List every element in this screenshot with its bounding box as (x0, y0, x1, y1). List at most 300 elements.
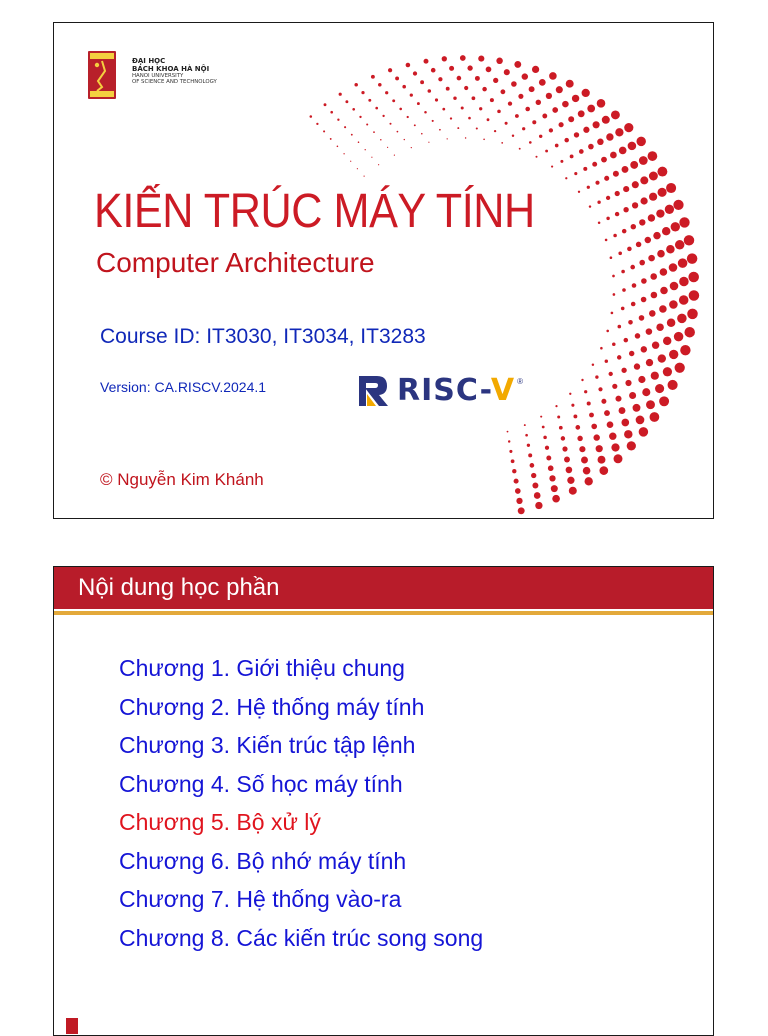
decorative-dot (536, 100, 541, 105)
decorative-dot (428, 142, 429, 143)
decorative-dot (666, 183, 676, 193)
chapter-item: Chương 4. Số học máy tính (119, 770, 403, 797)
decorative-dot (442, 56, 447, 61)
decorative-dot (364, 176, 365, 177)
decorative-dot (442, 108, 445, 111)
decorative-dot (475, 76, 480, 81)
decorative-dot (630, 161, 638, 169)
decorative-dot (508, 101, 512, 105)
decorative-dot (614, 454, 623, 463)
decorative-dot (639, 315, 645, 321)
decorative-dot (578, 110, 585, 117)
decorative-dot (579, 446, 585, 452)
decorative-dot (684, 235, 694, 245)
decorative-dot (493, 78, 498, 83)
decorative-dot (518, 507, 525, 514)
decorative-dot (600, 347, 603, 350)
decorative-dot (365, 149, 366, 150)
decorative-dot (679, 217, 689, 227)
decorative-dot (482, 87, 487, 92)
decorative-dot (591, 424, 597, 430)
decorative-dot (539, 135, 542, 138)
decorative-dot (530, 463, 535, 468)
decorative-dot (575, 425, 580, 430)
decorative-dot (656, 323, 664, 331)
decorative-dot (605, 359, 608, 362)
decorative-dot (583, 167, 587, 171)
decorative-dot (630, 265, 635, 270)
decorative-dot (652, 341, 659, 348)
decorative-dot (527, 444, 530, 447)
decorative-dot (618, 325, 622, 329)
decorative-dot (660, 287, 668, 295)
decorative-dot (450, 117, 452, 119)
decorative-dot (598, 456, 606, 464)
decorative-dot (629, 392, 636, 399)
decorative-dot (345, 100, 348, 103)
decorative-dot (323, 130, 325, 132)
decorative-dot (581, 379, 583, 381)
riscv-logo (357, 371, 523, 411)
decorative-dot (622, 288, 626, 292)
decorative-dot (581, 457, 588, 464)
decorative-dot (646, 328, 653, 335)
decorative-dot (631, 224, 636, 229)
decorative-dot (645, 237, 652, 244)
decorative-dot (557, 416, 560, 419)
decorative-dot (542, 426, 545, 429)
decorative-dot (579, 149, 584, 154)
decorative-dot (512, 134, 514, 136)
decorative-dot (635, 333, 641, 339)
contents-slide (53, 566, 714, 1036)
decorative-dot (461, 106, 464, 109)
decorative-dot (574, 172, 577, 175)
decorative-dot (619, 147, 627, 155)
decorative-dot (668, 380, 678, 390)
decorative-dot (617, 355, 621, 359)
decorative-dot (549, 475, 555, 481)
university-line-4: OF SCIENCE AND TECHNOLOGY (132, 79, 217, 86)
decorative-dot (487, 118, 490, 121)
decorative-dot (609, 372, 613, 376)
decorative-dot (634, 363, 640, 369)
course-title-english: Computer Architecture (96, 247, 375, 278)
decorative-dot (324, 103, 327, 106)
decorative-dot (567, 477, 574, 484)
riscv-wordmark (397, 373, 516, 408)
decorative-dot (549, 128, 553, 132)
decorative-dot (589, 205, 591, 207)
decorative-dot (316, 123, 318, 125)
decorative-dot (627, 247, 632, 252)
decorative-dot (669, 300, 678, 309)
decorative-dot (464, 86, 468, 90)
decorative-dot (585, 477, 593, 485)
decorative-dot (622, 229, 627, 234)
decorative-dot (532, 120, 536, 124)
decorative-dot (562, 101, 569, 108)
version-label: Version: CA.RISCV.2024.1 (100, 379, 267, 395)
decorative-dot (406, 63, 411, 68)
decorative-dot (565, 177, 567, 179)
decorative-dot (595, 181, 599, 185)
chapter-item: Chương 2. Hệ thống máy tính (119, 693, 425, 720)
decorative-dot (343, 153, 344, 154)
decorative-dot (624, 338, 629, 343)
decorative-dot (569, 487, 577, 495)
decorative-dot (597, 99, 606, 108)
decorative-dot (548, 465, 554, 471)
chapter-item: Chương 8. Các kiến trúc song song (119, 924, 484, 951)
decorative-dot (519, 148, 521, 150)
decorative-dot (632, 283, 637, 288)
decorative-dot (532, 66, 539, 73)
decorative-dot (472, 96, 476, 100)
decorative-dot (561, 436, 565, 440)
decorative-dot (578, 191, 580, 193)
decorative-dot (649, 310, 656, 317)
decorative-dot (397, 131, 399, 133)
decorative-dot (679, 295, 689, 305)
decorative-dot (572, 95, 579, 102)
university-line-1: ĐẠI HỌC (132, 57, 166, 65)
decorative-dot (438, 77, 442, 81)
decorative-dot (512, 469, 516, 473)
decorative-dot (411, 147, 412, 148)
decorative-dot (604, 410, 610, 416)
decorative-dot (640, 197, 647, 204)
decorative-dot (551, 485, 558, 492)
decorative-dot (545, 150, 548, 153)
decorative-dot (621, 307, 625, 311)
decorative-dot (529, 141, 532, 144)
decorative-dot (687, 253, 698, 264)
decorative-dot (389, 123, 391, 125)
decorative-dot (639, 427, 649, 437)
decorative-dot (404, 139, 405, 140)
chapter-item: Chương 5. Bộ xử lý (119, 809, 321, 835)
decorative-dot (623, 207, 628, 212)
decorative-dot (628, 142, 637, 151)
decorative-dot (631, 302, 636, 307)
decorative-dot (613, 234, 617, 238)
decorative-dot (629, 351, 634, 356)
decorative-dot (593, 121, 600, 128)
decorative-dot (511, 81, 517, 87)
decorative-dot (504, 69, 510, 75)
decorative-dot (417, 102, 420, 105)
decorative-dot (658, 354, 666, 362)
slide-title: Nội dung học phần (78, 574, 280, 601)
decorative-dot (375, 107, 378, 110)
decorative-dot (528, 453, 532, 457)
decorative-dot (663, 367, 672, 376)
decorative-dot (542, 114, 547, 119)
decorative-dot (613, 293, 616, 296)
decorative-dot (601, 157, 607, 163)
decorative-dot (628, 320, 633, 325)
decorative-dot (615, 128, 623, 136)
decorative-dot (435, 98, 438, 101)
decorative-dot (639, 219, 645, 225)
decorative-dot (457, 127, 459, 129)
decorative-dot (641, 278, 647, 284)
decorative-dot (531, 473, 536, 478)
chapter-item: Chương 6. Bộ nhớ máy tính (119, 847, 407, 874)
riscv-mark-icon (357, 374, 391, 408)
decorative-dot (642, 388, 650, 396)
decorative-dot (387, 147, 388, 148)
decorative-dot (522, 127, 525, 130)
decorative-dot (592, 363, 594, 365)
decorative-dot (413, 71, 417, 75)
decorative-dot (560, 160, 563, 163)
decorative-dot (589, 413, 594, 418)
decorative-dot (604, 176, 609, 181)
decorative-dot (439, 129, 441, 131)
decorative-dot (402, 85, 406, 89)
decorative-dot (662, 227, 670, 235)
decorative-dot (648, 214, 655, 221)
decorative-dot (545, 446, 549, 450)
decorative-dot (564, 138, 569, 143)
decorative-dot (505, 122, 508, 125)
decorative-dot (653, 232, 660, 239)
decorative-dot (605, 239, 608, 242)
decorative-dot (410, 93, 413, 96)
decorative-dot (514, 61, 521, 68)
chapter-list (119, 649, 483, 957)
decorative-dot (677, 314, 687, 324)
decorative-dot (424, 59, 429, 64)
author-credit: © Nguyễn Kim Khánh (100, 470, 264, 489)
decorative-dot (665, 205, 674, 214)
decorative-dot (657, 167, 667, 177)
decorative-dot (507, 431, 509, 433)
decorative-dot (689, 290, 700, 301)
decorative-dot (486, 67, 492, 73)
decorative-dot (337, 119, 339, 121)
decorative-dot (556, 86, 563, 93)
decorative-dot (378, 164, 379, 165)
decorative-dot (639, 260, 645, 266)
decorative-dot (611, 312, 614, 315)
decorative-dot (623, 186, 629, 192)
decorative-dot (587, 186, 590, 189)
decorative-dot (446, 87, 450, 91)
decorative-dot (675, 240, 684, 249)
decorative-dot (624, 430, 632, 438)
decorative-dot (490, 98, 494, 102)
university-logo-icon (88, 51, 116, 99)
decorative-dot (483, 139, 485, 141)
decorative-dot (532, 483, 538, 489)
decorative-dot (525, 107, 530, 112)
decorative-dot (615, 191, 620, 196)
decorative-dot (633, 404, 641, 412)
decorative-dot (606, 133, 613, 140)
decorative-dot (352, 108, 355, 111)
decorative-dot (424, 111, 427, 114)
decorative-dot (648, 255, 655, 262)
decorative-dot (392, 99, 395, 102)
decorative-dot (395, 76, 399, 80)
decorative-dot (669, 350, 678, 359)
decorative-dot (559, 122, 564, 127)
decorative-dot (621, 270, 625, 274)
decorative-dot (646, 359, 653, 366)
decorative-dot (467, 65, 472, 70)
decorative-dot (606, 330, 609, 333)
decorative-dot (636, 242, 642, 248)
decorative-dot (582, 89, 590, 97)
decorative-dot (371, 75, 375, 79)
decorative-dot (344, 126, 346, 128)
slide-header-bar (54, 567, 713, 609)
decorative-dot (522, 73, 528, 79)
decorative-dot (632, 202, 638, 208)
decorative-dot (566, 467, 573, 474)
decorative-dot (529, 86, 535, 92)
decorative-dot (624, 123, 633, 132)
decorative-dot (357, 168, 358, 169)
decorative-dot (500, 89, 505, 94)
university-name (132, 57, 217, 86)
decorative-dot (655, 384, 664, 393)
decorative-dot (615, 396, 621, 402)
decorative-dot (663, 337, 671, 345)
decorative-dot (518, 94, 523, 99)
title-slide (53, 22, 714, 519)
decorative-dot (457, 76, 462, 81)
decorative-dot (564, 457, 570, 463)
riscv-v: V (490, 373, 516, 408)
decorative-dot (640, 176, 648, 184)
decorative-dot (583, 467, 591, 475)
decorative-dot (609, 432, 616, 439)
decorative-dot (549, 72, 557, 80)
decorative-dot (650, 273, 657, 280)
decorative-dot (587, 401, 591, 405)
decorative-dot (559, 426, 563, 430)
decorative-dot (476, 127, 478, 129)
decorative-dot (606, 217, 609, 220)
decorative-dot (666, 245, 675, 254)
decorative-dot (621, 368, 626, 373)
decorative-dot (588, 144, 594, 150)
decorative-dot (380, 139, 382, 141)
decorative-dot (601, 399, 606, 404)
decorative-dot (414, 124, 416, 126)
decorative-dot (577, 436, 582, 441)
decorative-dot (573, 414, 577, 418)
decorative-dot (330, 138, 332, 140)
decorative-dot (639, 156, 648, 165)
university-line-2: BÁCH KHOA HÀ NỘI (132, 65, 210, 74)
decorative-dot (610, 152, 617, 159)
decorative-dot (687, 309, 698, 320)
decorative-dot (660, 268, 668, 276)
decorative-dot (525, 434, 528, 437)
decorative-dot (570, 154, 574, 158)
decorative-dot (587, 105, 595, 113)
decorative-dot (465, 137, 466, 138)
decorative-dot (680, 345, 690, 355)
decorative-dot (651, 372, 659, 380)
decorative-dot (599, 466, 608, 475)
decorative-dot (535, 502, 542, 509)
decorative-dot (658, 188, 667, 197)
course-id: Course ID: IT3030, IT3034, IT3283 (100, 325, 426, 348)
decorative-dot (388, 68, 392, 72)
decorative-dot (552, 107, 558, 113)
decorative-dot (539, 79, 546, 86)
decorative-dot (478, 56, 484, 62)
decorative-dot (354, 83, 358, 87)
footer-logo-icon (66, 1018, 78, 1034)
decorative-dot (382, 115, 384, 117)
decorative-dot (583, 127, 589, 133)
decorative-dot (649, 193, 657, 201)
decorative-dot (619, 407, 626, 414)
decorative-dot (447, 138, 448, 139)
decorative-dot (584, 390, 587, 393)
registered-mark: ® (517, 376, 523, 386)
decorative-dot (385, 91, 388, 94)
decorative-dot (597, 201, 600, 204)
decorative-dot (636, 416, 645, 425)
decorative-dot (625, 380, 631, 386)
decorative-dot (509, 450, 512, 453)
decorative-dot (678, 258, 688, 268)
decorative-dot (407, 116, 409, 118)
decorative-dot (546, 456, 551, 461)
decorative-dot (592, 162, 597, 167)
decorative-dot (602, 116, 610, 124)
decorative-dot (546, 93, 552, 99)
decorative-dot (656, 209, 664, 217)
decorative-dot (310, 115, 313, 118)
decorative-dot (420, 80, 424, 84)
decorative-dot (371, 157, 372, 158)
decorative-dot (373, 131, 375, 133)
decorative-dot (515, 114, 519, 118)
decorative-dot (431, 68, 436, 73)
decorative-dot (598, 222, 601, 225)
decorative-dot (514, 479, 519, 484)
decorative-dot (508, 440, 510, 442)
decorative-dot (659, 305, 667, 313)
decorative-dot (501, 142, 503, 144)
decorative-dot (540, 416, 542, 418)
decorative-dot (598, 387, 602, 391)
decorative-dot (543, 436, 547, 440)
decorative-dot (453, 96, 456, 99)
decorative-dot (359, 116, 361, 118)
decorative-dot (524, 424, 526, 426)
decorative-dot (651, 292, 658, 299)
decorative-dot (449, 66, 454, 71)
decorative-dot (597, 139, 604, 146)
decorative-dot (667, 319, 676, 328)
course-title-vietnamese: KIẾN TRÚC MÁY TÍNH (94, 185, 535, 238)
decorative-dot (394, 155, 395, 156)
decorative-dot (497, 110, 501, 114)
decorative-dot (615, 212, 619, 216)
decorative-dot (534, 492, 541, 499)
decorative-dot (432, 120, 434, 122)
